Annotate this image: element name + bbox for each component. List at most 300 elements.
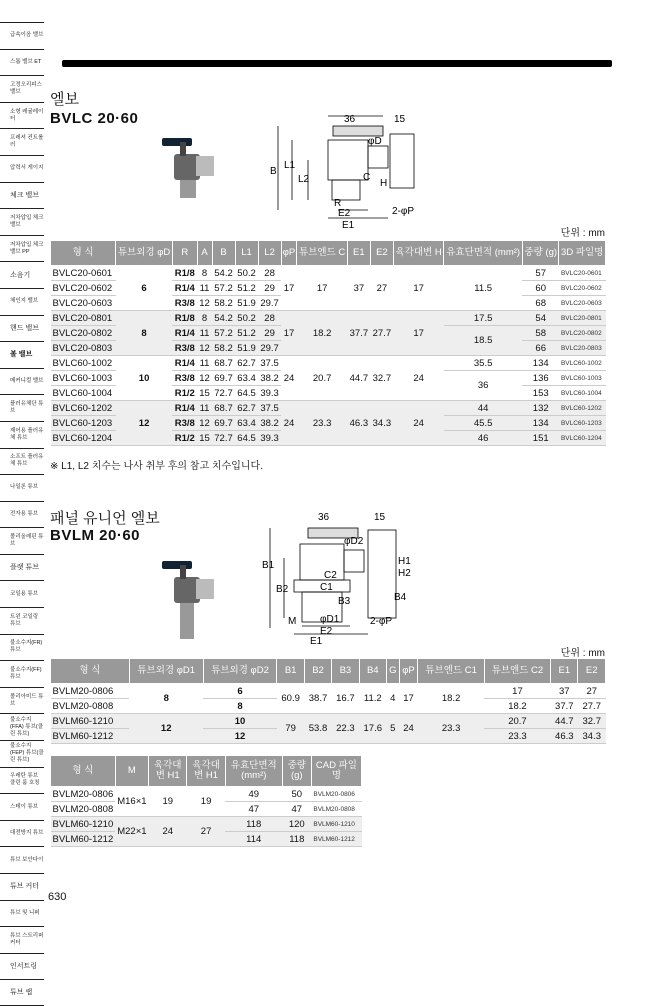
table-cell: 8 [203,699,277,714]
table-cell: 46.3 [551,729,578,744]
table-cell: 17 [484,684,550,699]
table-row [51,401,606,416]
svg-text:C1: C1 [320,582,333,593]
column-header: 튜브외경 φD2 [203,659,277,684]
table-cell: 46 [444,431,523,446]
table-cell: 27 [370,266,393,311]
bvlc-spec-table [50,240,606,446]
table-cell: 58 [522,326,558,341]
column-header: E1 [347,241,370,266]
table-row [51,714,606,729]
sidebar-item[interactable]: 폴리아미드 튜브 [0,687,44,714]
table-cell: 132 [522,401,558,416]
section1-note: ※ L1, L2 치수는 나사 취부 후의 참고 치수입니다. [50,461,263,472]
section2-model: BVLM 20·60 [50,527,141,544]
column-header: 유효단면적 (mm²) [225,756,282,787]
cad-filename: BVLC60-1003 [559,371,606,386]
sidebar [0,22,44,1006]
table-cell: 37 [347,266,370,311]
table-cell: 68.7 [212,401,235,416]
table-cell: 32.7 [370,356,393,401]
header-row [51,659,606,684]
table-cell: 29.7 [258,341,281,356]
table-cell: M16×1 [115,787,148,817]
table-row [51,311,606,326]
table-cell: 10 [116,356,173,401]
bvlc-product-photo [150,130,220,210]
column-header: 튜브외경 φD [116,241,173,266]
svg-text:L2: L2 [298,174,310,185]
svg-text:M: M [288,616,297,627]
section1-unit: 단위 : mm [560,228,605,239]
cad-filename: BVLM20-0806 [311,787,361,802]
table-cell: 34.3 [370,401,393,446]
column-header: 육각대변 H1 [187,756,225,787]
column-header: 튜브엔드 C1 [418,659,484,684]
table-cell: 12 [197,341,212,356]
table-cell: 38.7 [304,684,331,714]
table-cell: 39.3 [258,386,281,401]
table-cell: R1/4 [172,281,197,296]
svg-text:φD1: φD1 [320,614,340,625]
table-cell: 64.5 [235,386,258,401]
page-number: 630 [48,891,67,903]
sidebar-item[interactable]: 나일론 튜브 [0,474,44,501]
table-cell: 12 [197,416,212,431]
table-cell: R3/8 [172,416,197,431]
table-cell: 44 [444,401,523,416]
table-cell: 6 [116,266,173,311]
sidebar-item[interactable]: 튜브 커터 [0,873,44,900]
table-cell: 17.6 [359,714,386,744]
column-header: E1 [551,659,578,684]
section2-title: 패널 유니언 엘보 [50,510,160,527]
table-cell: 24 [149,817,187,847]
table-cell: 118 [225,817,282,832]
column-header: A [197,241,212,266]
table-cell: 11.5 [444,266,523,311]
column-header: 육각대변 H1 [149,756,187,787]
sidebar-item[interactable]: 플랫 튜브 [0,554,44,581]
model-cell: BVLM20-0808 [51,699,130,714]
table-cell: 38.2 [258,416,281,431]
table-row [51,266,606,281]
table-cell: 151 [522,431,558,446]
table-cell: R3/8 [172,371,197,386]
sidebar-item[interactable]: 메커니컬 밸브 [0,368,44,395]
cad-filename: BVLC20-0803 [559,341,606,356]
table-cell: 18.5 [444,326,523,356]
sidebar-item[interactable]: 인서트링 [0,953,44,980]
bvlm-dimension-drawing [258,508,438,648]
table-cell: 27.7 [578,699,606,714]
table-cell: 12 [116,401,173,446]
table-cell: R1/8 [172,266,197,281]
table-cell: 37.7 [551,699,578,714]
table-cell: 5 [386,714,399,744]
svg-text:15: 15 [394,114,406,125]
table-cell: 79 [277,714,304,744]
table-cell: 8 [129,684,203,714]
table-cell: 6 [203,684,277,699]
sidebar-item[interactable]: 핸드 밸브 [0,315,44,342]
table-cell: M22×1 [115,817,148,847]
table-cell: 17.5 [444,311,523,326]
table-cell: 10 [203,714,277,729]
table-cell: 29.7 [258,296,281,311]
table-cell: 15 [197,431,212,446]
table-cell: 12 [197,296,212,311]
table-cell: 69.7 [212,371,235,386]
cad-filename: BVLC60-1204 [559,431,606,446]
bvlm-spec-table [50,658,606,744]
table-cell: 17 [297,266,347,311]
table-cell: R3/8 [172,296,197,311]
sidebar-item[interactable]: 코일용 튜브 [0,580,44,607]
model-cell: BVLM60-1212 [52,833,114,845]
sidebar-item[interactable]: 프레셔 컨트롤러 [0,128,44,155]
column-header: B4 [359,659,386,684]
sidebar-item[interactable]: 우레탄 튜브 클린 룸 호칭 [0,767,44,794]
table-cell: 50.2 [235,266,258,281]
svg-text:B3: B3 [338,596,351,607]
table-cell: 63.4 [235,371,258,386]
section1-title: 엘보 [50,91,79,108]
column-header: G [386,659,399,684]
svg-text:B: B [270,166,277,177]
table-cell: 24 [393,356,443,401]
table-cell: 12 [129,714,203,744]
header-row [51,241,606,266]
svg-text:H2: H2 [398,568,411,579]
table-cell: 18.2 [297,311,347,356]
bvlc-dimension-drawing [268,110,438,230]
table-cell: 134 [522,356,558,371]
table-cell: 11.2 [359,684,386,714]
sidebar-item[interactable]: 소프트 플러유체 튜브 [0,448,44,475]
table-cell: 17 [281,266,297,311]
model-cell: BVLC60-1004 [51,386,116,401]
table-cell: 17 [393,266,443,311]
cad-filename: BVLC20-0802 [559,326,606,341]
sidebar-item[interactable]: 저차압입 체크 밸브 [0,208,44,235]
table-cell: 24 [281,356,297,401]
table-cell: 54 [522,311,558,326]
svg-text:36: 36 [344,114,356,125]
sidebar-item[interactable]: 소음기 [0,261,44,288]
table-cell: 47 [225,802,282,817]
column-header: B3 [332,659,359,684]
table-cell: 11 [197,356,212,371]
svg-text:H: H [380,178,388,189]
model-cell: BVLC20-0801 [51,311,116,326]
column-header: φP [399,659,418,684]
svg-text:φD: φD [368,136,382,147]
bvlm-cad-table [50,755,362,847]
column-header: 튜브엔드 C2 [484,659,550,684]
column-header: φP [281,241,297,266]
table-cell: 23.3 [484,729,550,744]
cad-filename: BVLM60-1212 [311,832,361,847]
svg-text:H1: H1 [398,556,411,567]
model-cell: BVLM60-1210 [51,714,130,729]
table-cell: 29 [258,281,281,296]
table-cell: 8 [197,266,212,281]
cad-filename: BVLC60-1202 [559,401,606,416]
table-cell: 44.7 [347,356,370,401]
column-header: 중량 (g) [282,756,311,787]
table-cell: 60 [522,281,558,296]
bvlm-product-photo [150,555,220,645]
sidebar-item[interactable]: 불소수지(FR) 튜브 [0,634,44,661]
table-cell: 68 [522,296,558,311]
table-cell: 37.5 [258,356,281,371]
table-cell: 54.2 [212,266,235,281]
svg-text:C2: C2 [324,570,337,581]
svg-text:E1: E1 [342,220,355,230]
model-cell: BVLC20-0603 [51,296,116,311]
model-cell: BVLM20-0806 [51,684,130,699]
table-cell: 17 [393,311,443,356]
sidebar-item[interactable]: 스톱 밸브 ET [0,49,44,76]
table-cell: 51.9 [235,341,258,356]
svg-text:φD2: φD2 [344,536,364,547]
table-cell: 66 [522,341,558,356]
svg-text:15: 15 [374,512,386,523]
table-cell: 34.3 [578,729,606,744]
table-cell: 15 [197,386,212,401]
column-header: 3D 파일명 [559,241,606,266]
table-cell: 23.3 [418,714,484,744]
svg-text:B2: B2 [276,584,289,595]
header-row [51,756,362,787]
table-cell: 62.7 [235,401,258,416]
table-cell: 50 [282,787,311,802]
table-cell: 68.7 [212,356,235,371]
table-cell: 8 [197,311,212,326]
table-cell: 120 [282,817,311,832]
svg-text:B1: B1 [262,560,275,571]
column-header: B2 [304,659,331,684]
model-cell: BVLC60-1203 [51,416,116,431]
cad-filename: BVLC60-1203 [559,416,606,431]
section1-model: BVLC 20·60 [50,110,139,127]
column-header: E2 [578,659,606,684]
table-row [51,817,362,832]
table-cell: 24 [393,401,443,446]
svg-text:2-φP: 2-φP [370,616,393,627]
table-cell: 72.7 [212,386,235,401]
table-cell: 27 [578,684,606,699]
table-cell: 12 [197,371,212,386]
table-cell: 63.4 [235,416,258,431]
column-header: E2 [370,241,393,266]
table-cell: R1/2 [172,431,197,446]
table-cell: 47 [282,802,311,817]
sidebar-item[interactable]: 트윈 코일링 튜브 [0,607,44,634]
table-cell: 19 [187,787,225,817]
column-header: CAD 파일명 [311,756,361,787]
table-cell: 35.5 [444,356,523,371]
cad-filename: BVLC20-0603 [559,296,606,311]
section2-unit: 단위 : mm [560,648,605,659]
sidebar-item[interactable]: 제어용 플러유체 튜브 [0,421,44,448]
table-cell: 17 [281,311,297,356]
table-cell: 69.7 [212,416,235,431]
table-cell: 27.7 [370,311,393,356]
column-header: L1 [235,241,258,266]
table-cell: 136 [522,371,558,386]
column-header: 중량 (g) [522,241,558,266]
model-cell: BVLC20-0803 [51,341,116,356]
svg-text:B4: B4 [394,592,407,603]
sidebar-item[interactable]: 플러유체단 튜브 [0,394,44,421]
table-cell: 37.5 [258,401,281,416]
model-cell: BVLM20-0808 [52,803,114,815]
sidebar-item[interactable]: 튜브 보안다이 [0,846,44,873]
table-cell: 36 [444,371,523,401]
table-cell: 46.3 [347,401,370,446]
table-cell: 23.3 [297,401,347,446]
table-cell: 60.9 [277,684,304,714]
model-cell: BVLC20-0601 [51,266,116,281]
table-cell: 19 [149,787,187,817]
table-cell: 22.3 [332,714,359,744]
table-cell: 20.7 [484,714,550,729]
table-row [51,356,606,371]
table-cell: 38.2 [258,371,281,386]
table-cell: 53.8 [304,714,331,744]
table-cell: R1/4 [172,326,197,341]
table-cell: R1/2 [172,386,197,401]
sidebar-item[interactable]: 소형 레귤레이터 [0,102,44,129]
sidebar-item[interactable]: 저차압입 체크 밸브 PP [0,235,44,262]
svg-text:C: C [363,172,371,183]
sidebar-item[interactable]: 볼 밸브 [0,341,44,368]
model-cell: BVLC60-1002 [51,356,116,371]
table-cell: 11 [197,326,212,341]
model-cell: BVLM20-0806 [52,788,114,800]
sidebar-item[interactable]: 튜브 및 니퍼 [0,900,44,927]
cad-filename: BVLC20-0602 [559,281,606,296]
table-cell: 27 [187,817,225,847]
table-cell: 29 [258,326,281,341]
table-cell: 62.7 [235,356,258,371]
column-header: 육각대변 H [393,241,443,266]
table-cell: 28 [258,266,281,281]
table-cell: 11 [197,281,212,296]
cad-filename: BVLC60-1004 [559,386,606,401]
column-header: 형 식 [51,241,116,266]
table-cell: 45.5 [444,416,523,431]
sidebar-item[interactable]: 전자용 튜브 [0,501,44,528]
svg-text:E2: E2 [338,208,351,219]
column-header: 형 식 [51,756,116,787]
table-cell: 57.2 [212,326,235,341]
svg-text:E1: E1 [310,636,323,647]
table-cell: 12 [203,729,277,744]
table-cell: 54.2 [212,311,235,326]
table-cell: 4 [386,684,399,714]
column-header: 튜브엔드 C [297,241,347,266]
svg-text:E2: E2 [320,626,333,637]
svg-text:R: R [334,198,342,209]
table-cell: 20.7 [297,356,347,401]
model-cell: BVLC60-1003 [51,371,116,386]
table-cell: 57 [522,266,558,281]
table-cell: 24 [281,401,297,446]
table-cell: R1/4 [172,356,197,371]
table-cell: R1/4 [172,401,197,416]
model-cell: BVLC20-0602 [51,281,116,296]
sidebar-item[interactable]: 튜브 스트리퍼 커터 [0,926,44,953]
svg-text:36: 36 [318,512,330,523]
table-cell: 51.2 [235,281,258,296]
table-cell: 8 [116,311,173,356]
table-cell: R1/8 [172,311,197,326]
cad-filename: BVLM60-1210 [311,817,361,832]
table-cell: 44.7 [551,714,578,729]
column-header: L2 [258,241,281,266]
table-cell: 51.9 [235,296,258,311]
table-cell: 50.2 [235,311,258,326]
cad-filename: BVLC20-0601 [559,266,606,281]
table-cell: 39.3 [258,431,281,446]
table-cell: 49 [225,787,282,802]
table-row [51,684,606,699]
top-rule [62,60,612,67]
model-cell: BVLC60-1202 [51,401,116,416]
sidebar-item[interactable]: 대전방지 튜브 [0,820,44,847]
table-cell: 18.2 [418,684,484,714]
table-cell: 17 [399,684,418,714]
sidebar-item[interactable]: 불소수지(FFA) 튜브(클린 튜브) [0,713,44,740]
sidebar-item[interactable]: 폴리올레핀 튜브 [0,527,44,554]
svg-text:2-φP: 2-φP [392,206,415,217]
table-cell: 37 [551,684,578,699]
sidebar-item[interactable]: 불소수지(FF) 튜브 [0,660,44,687]
column-header: B1 [277,659,304,684]
model-cell: BVLC20-0802 [51,326,116,341]
sidebar-item[interactable]: 고정오리피스 밸브 [0,75,44,102]
model-cell: BVLC60-1204 [51,431,116,446]
sidebar-item[interactable]: 스테이 튜브 [0,793,44,820]
sidebar-item[interactable]: 급속이음 밸브 [0,22,44,49]
table-cell: 64.5 [235,431,258,446]
table-cell: 18.2 [484,699,550,714]
sidebar-item[interactable]: 압력서 게이지 [0,155,44,182]
table-cell: 114 [225,832,282,847]
sidebar-item[interactable]: 불소수지(FEP) 튜브(클린 튜브) [0,740,44,767]
table-row [51,787,362,802]
table-cell: R3/8 [172,341,197,356]
sidebar-item[interactable]: 체크 밸브 [0,182,44,209]
column-header: R [172,241,197,266]
table-cell: 58.2 [212,341,235,356]
cad-filename: BVLC20-0801 [559,311,606,326]
sidebar-item[interactable]: 튜브 랩 [0,979,44,1006]
table-cell: 118 [282,832,311,847]
column-header: 형 식 [51,659,130,684]
column-header: 튜브외경 φD1 [129,659,203,684]
column-header: M [115,756,148,787]
table-cell: 51.2 [235,326,258,341]
table-cell: 28 [258,311,281,326]
sidebar-item[interactable]: 체인지 밸브 [0,288,44,315]
column-header: B [212,241,235,266]
table-cell: 153 [522,386,558,401]
table-cell: 16.7 [332,684,359,714]
